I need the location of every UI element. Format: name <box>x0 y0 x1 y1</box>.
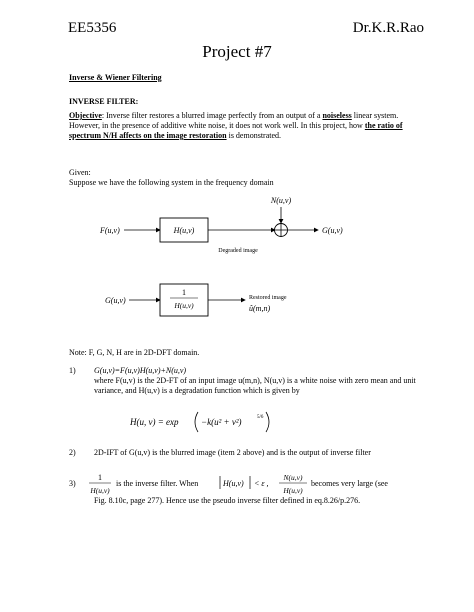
noise-label: N(u,v) <box>270 196 292 205</box>
diagram-output-label: G(u,v) <box>322 226 343 235</box>
given-label: Given: <box>69 168 91 177</box>
item-3-lt: < ε , <box>254 479 269 488</box>
objective-paragraph <box>69 111 419 141</box>
item-3-frac-den: H(u,v) <box>90 486 110 495</box>
block-diagram <box>0 190 474 340</box>
project-title: Project #7 <box>202 42 272 61</box>
objective-text-1: : Inverse filter restores a blurred image perfectly from an output of a <box>101 111 323 120</box>
h-formula <box>130 408 330 436</box>
objective-noiseless: noiseless <box>322 111 352 120</box>
item-2-number: 2) <box>69 448 76 457</box>
item-3-text-a: is the inverse filter. When <box>116 479 199 488</box>
inverse-block-numerator: 1 <box>182 288 186 297</box>
course-code: EE5356 <box>68 20 117 36</box>
inverse-block-denominator: H(u,v) <box>174 301 194 310</box>
diagram-input-label: F(u,v) <box>100 226 120 235</box>
item-3-abs-expr: H(u,v) <box>223 479 244 488</box>
author-name: Dr.K.R.Rao <box>352 20 424 36</box>
restored-caption: Restored image <box>249 295 287 301</box>
objective-text-2: linear system. However, in the presence of additive white noise, it does not work well. In this project, how <box>69 111 399 130</box>
objective-label: Objective <box>69 111 102 120</box>
list-item <box>69 496 429 518</box>
given-intro: Suppose we have the following system in the frequency domain <box>69 178 274 187</box>
objective-emphasis: the ratio of spectrum N/H affects on the image restoration <box>69 121 403 140</box>
restored-symbol: û(m,n) <box>249 304 271 313</box>
item-1-equation: G(u,v)=F(u,v)H(u,v)+N(u,v) <box>94 366 187 375</box>
h-formula-inner: −k(u² + v²) <box>201 417 242 427</box>
degraded-caption: Degraded image <box>218 248 258 254</box>
item-3-text-b: becomes very large (see <box>311 479 388 488</box>
h-formula-lhs: H(u, v) = exp <box>130 417 179 427</box>
item-3-ratio-den: H(u,v) <box>283 486 303 495</box>
inverse-filter-heading: INVERSE FILTER: <box>69 97 139 106</box>
list-item <box>69 448 429 470</box>
item-3-ratio-num: N(u,v) <box>283 473 303 482</box>
item-1-description: where F(u,v) is the 2D-FT of an input image u(m,n), N(u,v) is a white noise with zero mean and unit variance, and H(u,v) is a degradation function which is given by <box>94 376 416 395</box>
note-text: Note: F, G, N, H are in 2D-DFT domain. <box>69 348 200 357</box>
item-3-number: 3) <box>69 479 76 488</box>
diagram-input2-label: G(u,v) <box>105 296 126 305</box>
item-3-frac-num: 1 <box>98 473 102 482</box>
item-1-number: 1) <box>69 366 76 375</box>
section-title: Inverse & Wiener Filtering <box>69 73 162 82</box>
h-formula-exponent: 5/6 <box>257 415 264 420</box>
system-block-label: H(u,v) <box>173 226 195 235</box>
objective-text-3: is demonstrated. <box>226 131 282 140</box>
item-3-text-c: Fig. 8.10c, page 277). Hence use the pseudo inverse filter defined in eq.8.26/p.276. <box>94 496 361 505</box>
item-2-text: 2D-IFT of G(u,v) is the blurred image (item 2 above) and is the output of inverse filter <box>94 448 371 457</box>
